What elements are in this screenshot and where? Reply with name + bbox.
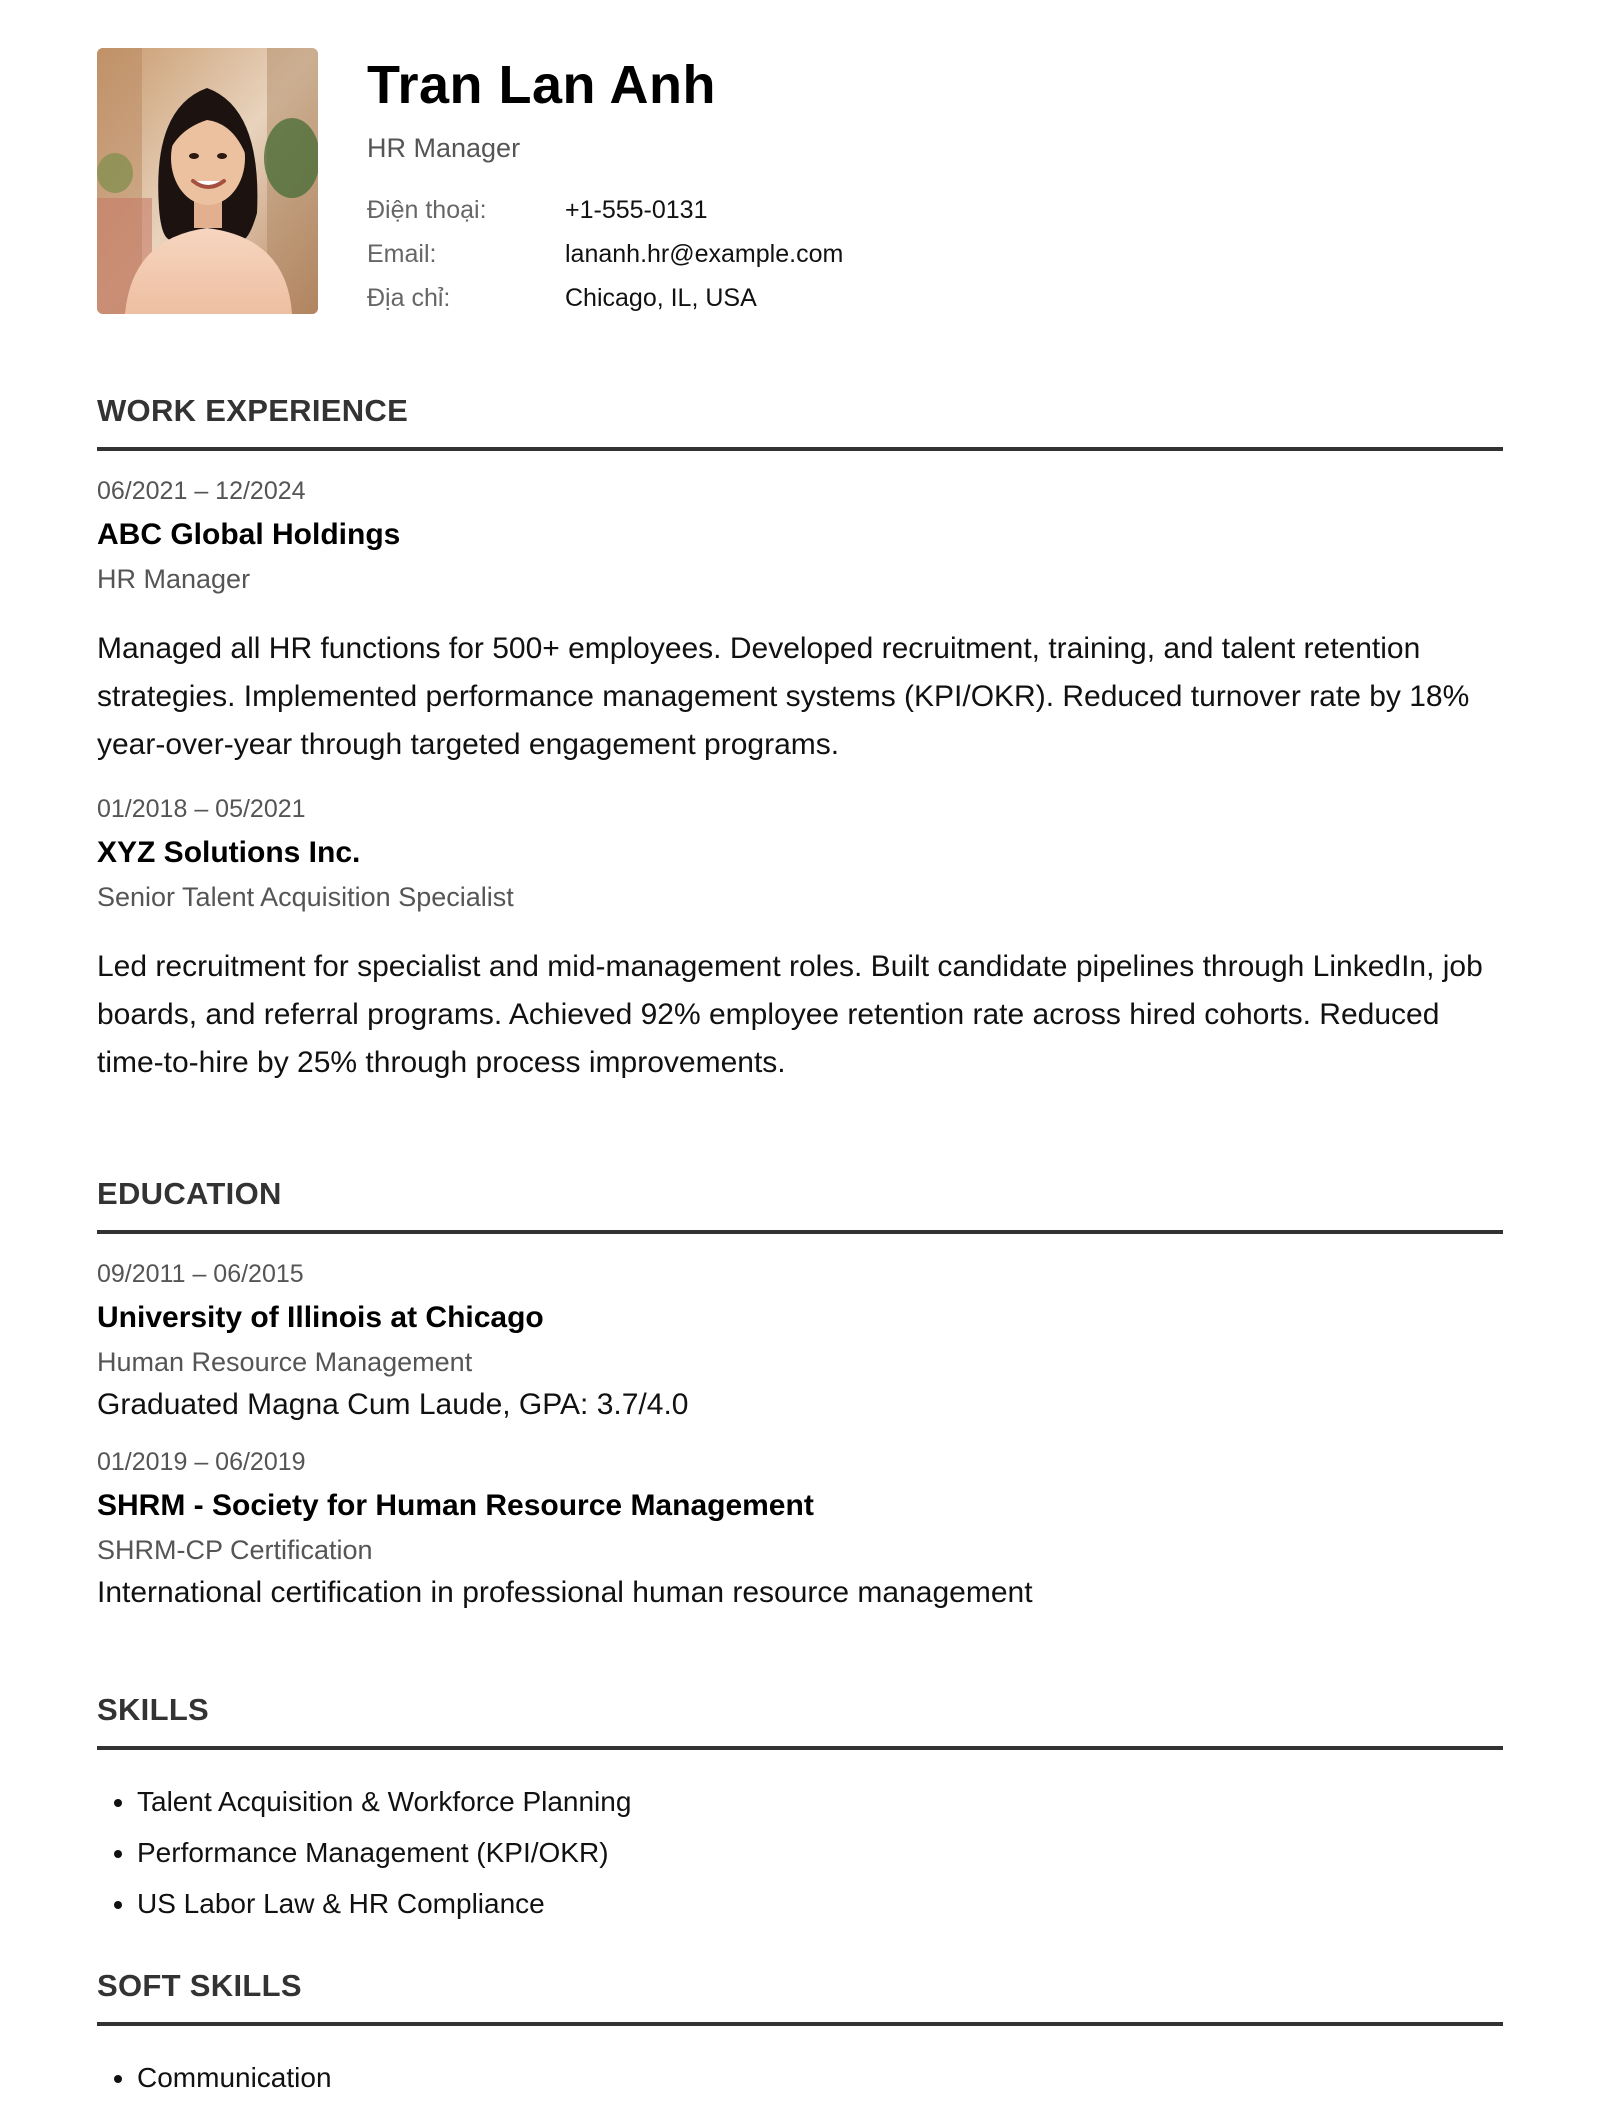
education-entry [97,1260,1503,1422]
candidate-title: HR Manager [367,133,521,163]
email-value: lananh.hr@example.com [565,240,844,268]
education-entry [97,1448,1503,1610]
school-name: University of Illinois at Chicago [97,1301,544,1334]
section-title: EDUCATION [97,1176,1503,1234]
candidate-name: Tran Lan Anh [367,55,717,115]
resume-header [97,48,1503,314]
email-label: Email: [367,240,437,268]
address-label: Địa chỉ: [367,284,451,312]
skills-list [97,1776,1503,1929]
entry-date: 01/2018 – 05/2021 [97,795,306,823]
address-value: Chicago, IL, USA [565,284,757,312]
contact-phone-row [367,196,843,240]
company-name: XYZ Solutions Inc. [97,836,361,869]
school-name: SHRM - Society for Human Resource Management [97,1489,814,1522]
education-note: Graduated Magna Cum Laude, GPA: 3.7/4.0 [97,1388,689,1421]
section-title: SKILLS [97,1692,1503,1750]
list-item: • US Labor Law & HR Compliance [137,1878,1503,1929]
section-title: WORK EXPERIENCE [97,393,1503,451]
phone-label: Điện thoại: [367,196,487,224]
profile-photo [97,48,318,314]
phone-value: +1-555-0131 [565,196,708,224]
contact-email-row [367,240,843,284]
education-major: Human Resource Management [97,1347,473,1377]
list-item: • Talent Acquisition & Workforce Planning [137,1776,1503,1827]
entry-date: 09/2011 – 06/2015 [97,1260,304,1288]
soft-skills-section [97,1968,1503,2103]
job-position: HR Manager [97,564,251,594]
entry-date: 06/2021 – 12/2024 [97,477,306,505]
list-item: • Performance Management (KPI/OKR) [137,1827,1503,1878]
profile-photo-image [97,48,318,314]
education-section [97,1176,1503,1610]
job-description: Led recruitment for specialist and mid-management roles. Built candidate pipelines through LinkedIn, job boards, and referral programs. Achieved 92% employee retention rate across hired cohorts. Reduced time-to-hire by 25% through process improvements. [97,950,1483,1079]
contact-info [367,196,843,328]
entry-date: 01/2019 – 06/2019 [97,1448,306,1476]
work-entry [97,795,1503,1087]
company-name: ABC Global Holdings [97,518,401,551]
soft-skills-list [97,2052,1503,2103]
job-description: Managed all HR functions for 500+ employees. Developed recruitment, training, and talent retention strategies. Implemented performance management systems (KPI/OKR). Reduced turnover rate by 18% year-over-year through targeted engagement programs. [97,632,1470,761]
list-item: • Communication [137,2052,1503,2103]
contact-address-row [367,284,843,328]
education-major: SHRM-CP Certification [97,1535,373,1565]
section-title: SOFT SKILLS [97,1968,1503,2026]
job-position: Senior Talent Acquisition Specialist [97,882,514,912]
skills-section [97,1692,1503,1929]
work-entry [97,477,1503,769]
work-experience-section [97,393,1503,1087]
education-note: International certification in professional human resource management [97,1576,1033,1609]
